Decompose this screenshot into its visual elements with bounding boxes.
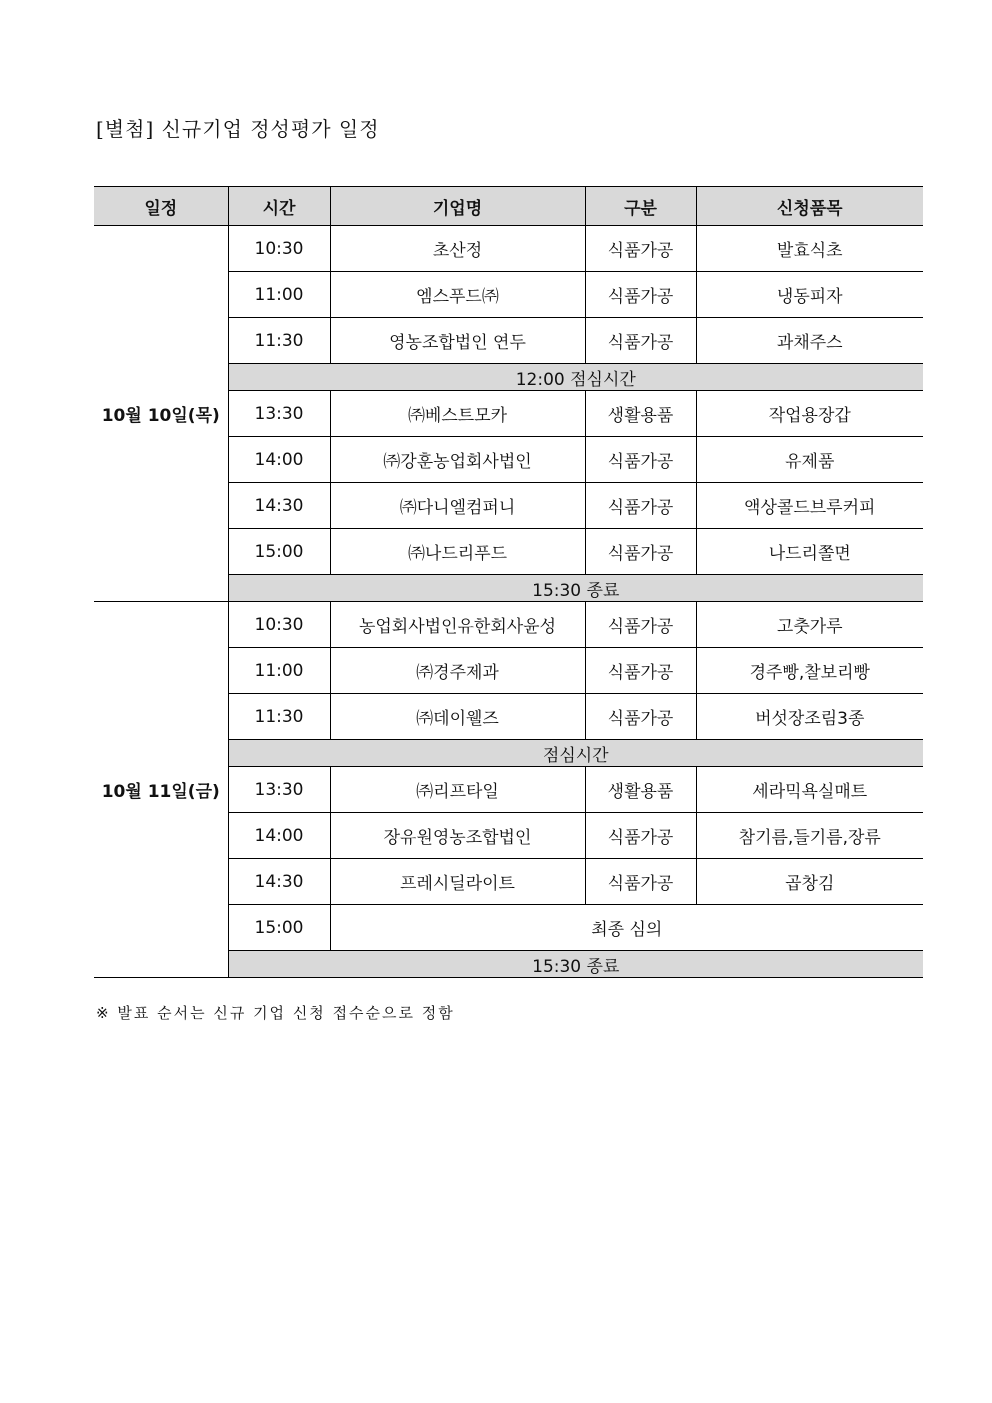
company-cell: 초산정 bbox=[330, 226, 585, 272]
category-cell: 식품가공 bbox=[585, 648, 696, 694]
lunch-cell-day2: 점심시간 bbox=[228, 740, 923, 767]
category-cell: 식품가공 bbox=[585, 859, 696, 905]
company-cell: 장유원영농조합법인 bbox=[330, 813, 585, 859]
time-cell: 15:00 bbox=[228, 529, 330, 575]
time-cell: 11:30 bbox=[228, 318, 330, 364]
time-cell: 11:00 bbox=[228, 648, 330, 694]
company-cell: ㈜데이웰즈 bbox=[330, 694, 585, 740]
date-cell-day2: 10월 11일(금) bbox=[94, 602, 228, 978]
time-cell: 13:30 bbox=[228, 767, 330, 813]
time-cell: 14:30 bbox=[228, 483, 330, 529]
category-cell: 식품가공 bbox=[585, 226, 696, 272]
time-cell: 11:30 bbox=[228, 694, 330, 740]
item-cell: 과채주스 bbox=[696, 318, 923, 364]
time-cell: 14:00 bbox=[228, 437, 330, 483]
category-cell: 식품가공 bbox=[585, 813, 696, 859]
company-cell: ㈜강훈농업회사법인 bbox=[330, 437, 585, 483]
lunch-cell-day1: 12:00 점심시간 bbox=[228, 364, 923, 391]
item-cell: 액상콜드브루커피 bbox=[696, 483, 923, 529]
time-cell: 14:30 bbox=[228, 859, 330, 905]
category-cell: 생활용품 bbox=[585, 391, 696, 437]
time-cell: 10:30 bbox=[228, 602, 330, 648]
company-cell: 영농조합법인 연두 bbox=[330, 318, 585, 364]
page-title: [별첨] 신규기업 정성평가 일정 bbox=[96, 117, 380, 141]
end-cell-day2: 15:30 종료 bbox=[228, 951, 923, 978]
table-header-row bbox=[94, 187, 923, 226]
end-cell-day1: 15:30 종료 bbox=[228, 575, 923, 602]
date-cell-day1: 10월 10일(목) bbox=[94, 226, 228, 602]
time-cell: 10:30 bbox=[228, 226, 330, 272]
category-cell: 생활용품 bbox=[585, 767, 696, 813]
time-cell: 11:00 bbox=[228, 272, 330, 318]
company-cell: ㈜경주제과 bbox=[330, 648, 585, 694]
schedule-table bbox=[94, 186, 923, 978]
category-cell: 식품가공 bbox=[585, 318, 696, 364]
company-cell: ㈜나드리푸드 bbox=[330, 529, 585, 575]
table-row bbox=[94, 226, 923, 272]
table-row bbox=[94, 602, 923, 648]
company-cell: 농업회사법인유한회사윤성 bbox=[330, 602, 585, 648]
time-cell: 13:30 bbox=[228, 391, 330, 437]
time-cell: 14:00 bbox=[228, 813, 330, 859]
category-cell: 식품가공 bbox=[585, 529, 696, 575]
header-item: 신청품목 bbox=[696, 187, 923, 226]
item-cell: 경주빵,찰보리빵 bbox=[696, 648, 923, 694]
item-cell: 나드리쫄면 bbox=[696, 529, 923, 575]
category-cell: 식품가공 bbox=[585, 437, 696, 483]
item-cell: 곱창김 bbox=[696, 859, 923, 905]
company-cell: ㈜다니엘컴퍼니 bbox=[330, 483, 585, 529]
category-cell: 식품가공 bbox=[585, 694, 696, 740]
item-cell: 발효식초 bbox=[696, 226, 923, 272]
header-company: 기업명 bbox=[330, 187, 585, 226]
category-cell: 식품가공 bbox=[585, 483, 696, 529]
item-cell: 유제품 bbox=[696, 437, 923, 483]
item-cell: 세라믹욕실매트 bbox=[696, 767, 923, 813]
item-cell: 작업용장갑 bbox=[696, 391, 923, 437]
item-cell: 냉동피자 bbox=[696, 272, 923, 318]
header-category: 구분 bbox=[585, 187, 696, 226]
item-cell: 고춧가루 bbox=[696, 602, 923, 648]
footnote: ※ 발표 순서는 신규 기업 신청 접수순으로 정함 bbox=[96, 1004, 455, 1022]
category-cell: 식품가공 bbox=[585, 272, 696, 318]
company-cell: ㈜베스트모카 bbox=[330, 391, 585, 437]
header-date: 일정 bbox=[94, 187, 228, 226]
company-cell: 엠스푸드㈜ bbox=[330, 272, 585, 318]
company-cell: ㈜리프타일 bbox=[330, 767, 585, 813]
header-time: 시간 bbox=[228, 187, 330, 226]
final-review-cell: 최종 심의 bbox=[330, 905, 923, 951]
item-cell: 버섯장조림3종 bbox=[696, 694, 923, 740]
category-cell: 식품가공 bbox=[585, 602, 696, 648]
time-cell: 15:00 bbox=[228, 905, 330, 951]
company-cell: 프레시딜라이트 bbox=[330, 859, 585, 905]
item-cell: 참기름,들기름,장류 bbox=[696, 813, 923, 859]
